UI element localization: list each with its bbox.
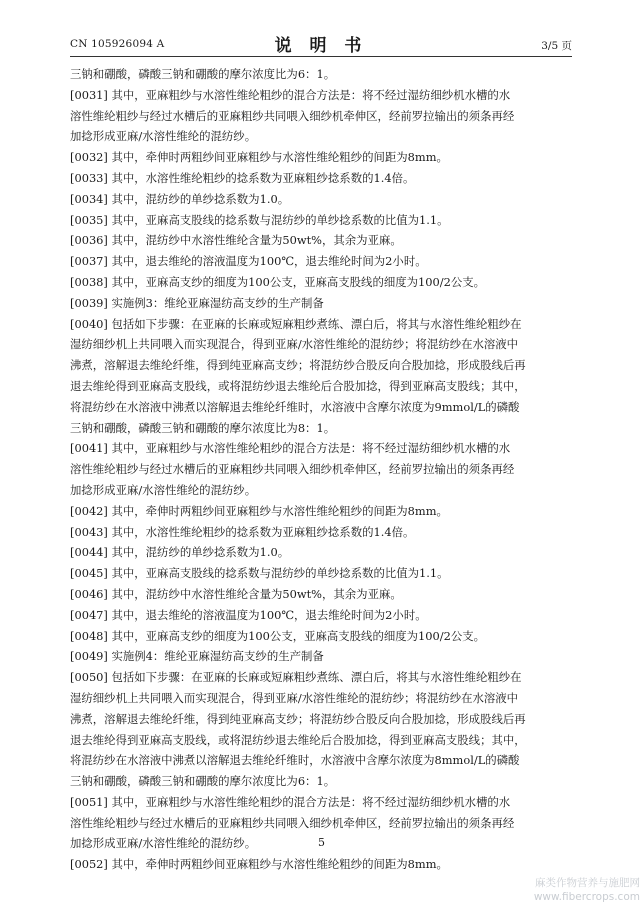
watermark-line-2: www.fibercrops.com	[533, 891, 640, 903]
text-line: 加捻形成亚麻/水溶性维纶的混纺纱。	[70, 836, 257, 851]
text-line: 加捻形成亚麻/水溶性维纶的混纺纱。	[70, 482, 257, 497]
text-line: 将混纺纱在水溶液中沸煮以溶解退去维纶纤维时，水溶液中含摩尔浓度为8mmol/L的磷酸	[70, 753, 520, 768]
page-header	[70, 30, 572, 57]
text-line: [0052] 其中，牵伸时两粗纱间亚麻粗纱与水溶性维纶粗纱的间距为8mm。	[70, 857, 448, 872]
page-label: 3/5 页	[541, 40, 572, 52]
text-line: 溶性维纶粗纱与经过水槽后的亚麻粗纱共同喂入细纱机牵伸区，经前罗拉输出的须条再经	[70, 108, 515, 123]
text-line: 沸煮，溶解退去维纶纤维，得到纯亚麻高支纱；将混纺纱合股反向合股加捻，形成股线后再	[70, 358, 526, 373]
text-line: 溶性维纶粗纱与经过水槽后的亚麻粗纱共同喂入细纱机牵伸区，经前罗拉输出的须条再经	[70, 815, 515, 830]
text-line: 三钠和硼酸，磷酸三钠和硼酸的摩尔浓度比为6：1。	[70, 774, 336, 789]
page-number: 5	[318, 836, 325, 849]
text-line: 将混纺纱在水溶液中沸煮以溶解退去维纶纤维时，水溶液中含摩尔浓度为9mmol/L的磷酸	[70, 399, 520, 414]
text-line: 湿纺细纱机上共同喂入而实现混合，得到亚麻/水溶性维纶的混纺纱；将混纺纱在水溶液中	[70, 337, 519, 352]
watermark-line-1: 麻类作物营养与施肥网	[535, 877, 640, 889]
text-line: [0049] 实施例4：维纶亚麻湿纺高支纱的生产制备	[70, 649, 324, 664]
text-line: [0039] 实施例3：维纶亚麻湿纺高支纱的生产制备	[70, 295, 324, 310]
text-line: 退去维纶得到亚麻高支股线，或将混纺纱退去维纶后合股加捻，得到亚麻高支股线；其中，	[70, 378, 526, 393]
text-line: [0047] 其中，退去维纶的溶液温度为100℃，退去维纶时间为2小时。	[70, 607, 427, 622]
text-line: [0035] 其中，亚麻高支股线的捻系数与混纺纱的单纱捻系数的比值为1.1。	[70, 212, 449, 227]
text-line: [0038] 其中，亚麻高支纱的细度为100公支，亚麻高支股线的细度为100/2公支。	[70, 274, 486, 289]
text-line: [0045] 其中，亚麻高支股线的捻系数与混纺纱的单纱捻系数的比值为1.1。	[70, 566, 449, 581]
text-line: [0041] 其中，亚麻粗纱与水溶性维纶粗纱的混合方法是：将不经过湿纺细纱机水槽的水	[70, 441, 511, 456]
site-watermark	[490, 876, 640, 904]
document-body	[70, 64, 575, 875]
text-line: [0050] 包括如下步骤：在亚麻的长麻或短麻粗纱煮练、漂白后，将其与水溶性维纶粗纱在	[70, 670, 522, 685]
text-line: [0043] 其中，水溶性维纶粗纱的捻系数为亚麻粗纱捻系数的1.4倍。	[70, 524, 415, 539]
text-line: [0042] 其中，牵伸时两粗纱间亚麻粗纱与水溶性维纶粗纱的间距为8mm。	[70, 503, 448, 518]
text-line: [0034] 其中，混纺纱的单纱捻系数为1.0。	[70, 191, 290, 206]
text-line: [0040] 包括如下步骤：在亚麻的长麻或短麻粗纱煮练、漂白后，将其与水溶性维纶粗纱在	[70, 316, 522, 331]
text-line: 三钠和硼酸，磷酸三钠和硼酸的摩尔浓度比为8：1。	[70, 420, 336, 435]
text-line: 加捻形成亚麻/水溶性维纶的混纺纱。	[70, 129, 257, 144]
text-line: [0048] 其中，亚麻高支纱的细度为100公支，亚麻高支股线的细度为100/2公支。	[70, 628, 486, 643]
text-line: [0033] 其中，水溶性维纶粗纱的捻系数为亚麻粗纱捻系数的1.4倍。	[70, 170, 415, 185]
patent-number: CN 105926094 A	[70, 38, 165, 50]
text-line: [0044] 其中，混纺纱的单纱捻系数为1.0。	[70, 545, 290, 560]
text-line: [0051] 其中，亚麻粗纱与水溶性维纶粗纱的混合方法是：将不经过湿纺细纱机水槽的水	[70, 794, 511, 809]
text-line: [0037] 其中，退去维纶的溶液温度为100℃，退去维纶时间为2小时。	[70, 254, 427, 269]
text-line: 退去维纶得到亚麻高支股线，或将混纺纱退去维纶后合股加捻，得到亚麻高支股线；其中，	[70, 732, 526, 747]
text-line: [0036] 其中，混纺纱中水溶性维纶含量为50wt%，其余为亚麻。	[70, 233, 402, 248]
text-line: [0032] 其中，牵伸时两粗纱间亚麻粗纱与水溶性维纶粗纱的间距为8mm。	[70, 150, 448, 165]
text-line: 沸煮，溶解退去维纶纤维，得到纯亚麻高支纱；将混纺纱合股反向合股加捻，形成股线后再	[70, 711, 526, 726]
document-title: 说 明 书	[274, 36, 368, 56]
text-line: [0046] 其中，混纺纱中水溶性维纶含量为50wt%，其余为亚麻。	[70, 586, 402, 601]
text-line: 三钠和硼酸，磷酸三钠和硼酸的摩尔浓度比为6：1。	[70, 67, 336, 81]
text-line: 溶性维纶粗纱与经过水槽后的亚麻粗纱共同喂入细纱机牵伸区，经前罗拉输出的须条再经	[70, 462, 515, 477]
text-line: 湿纺细纱机上共同喂入而实现混合，得到亚麻/水溶性维纶的混纺纱；将混纺纱在水溶液中	[70, 690, 519, 705]
text-line: [0031] 其中，亚麻粗纱与水溶性维纶粗纱的混合方法是：将不经过湿纺细纱机水槽的水	[70, 87, 511, 102]
